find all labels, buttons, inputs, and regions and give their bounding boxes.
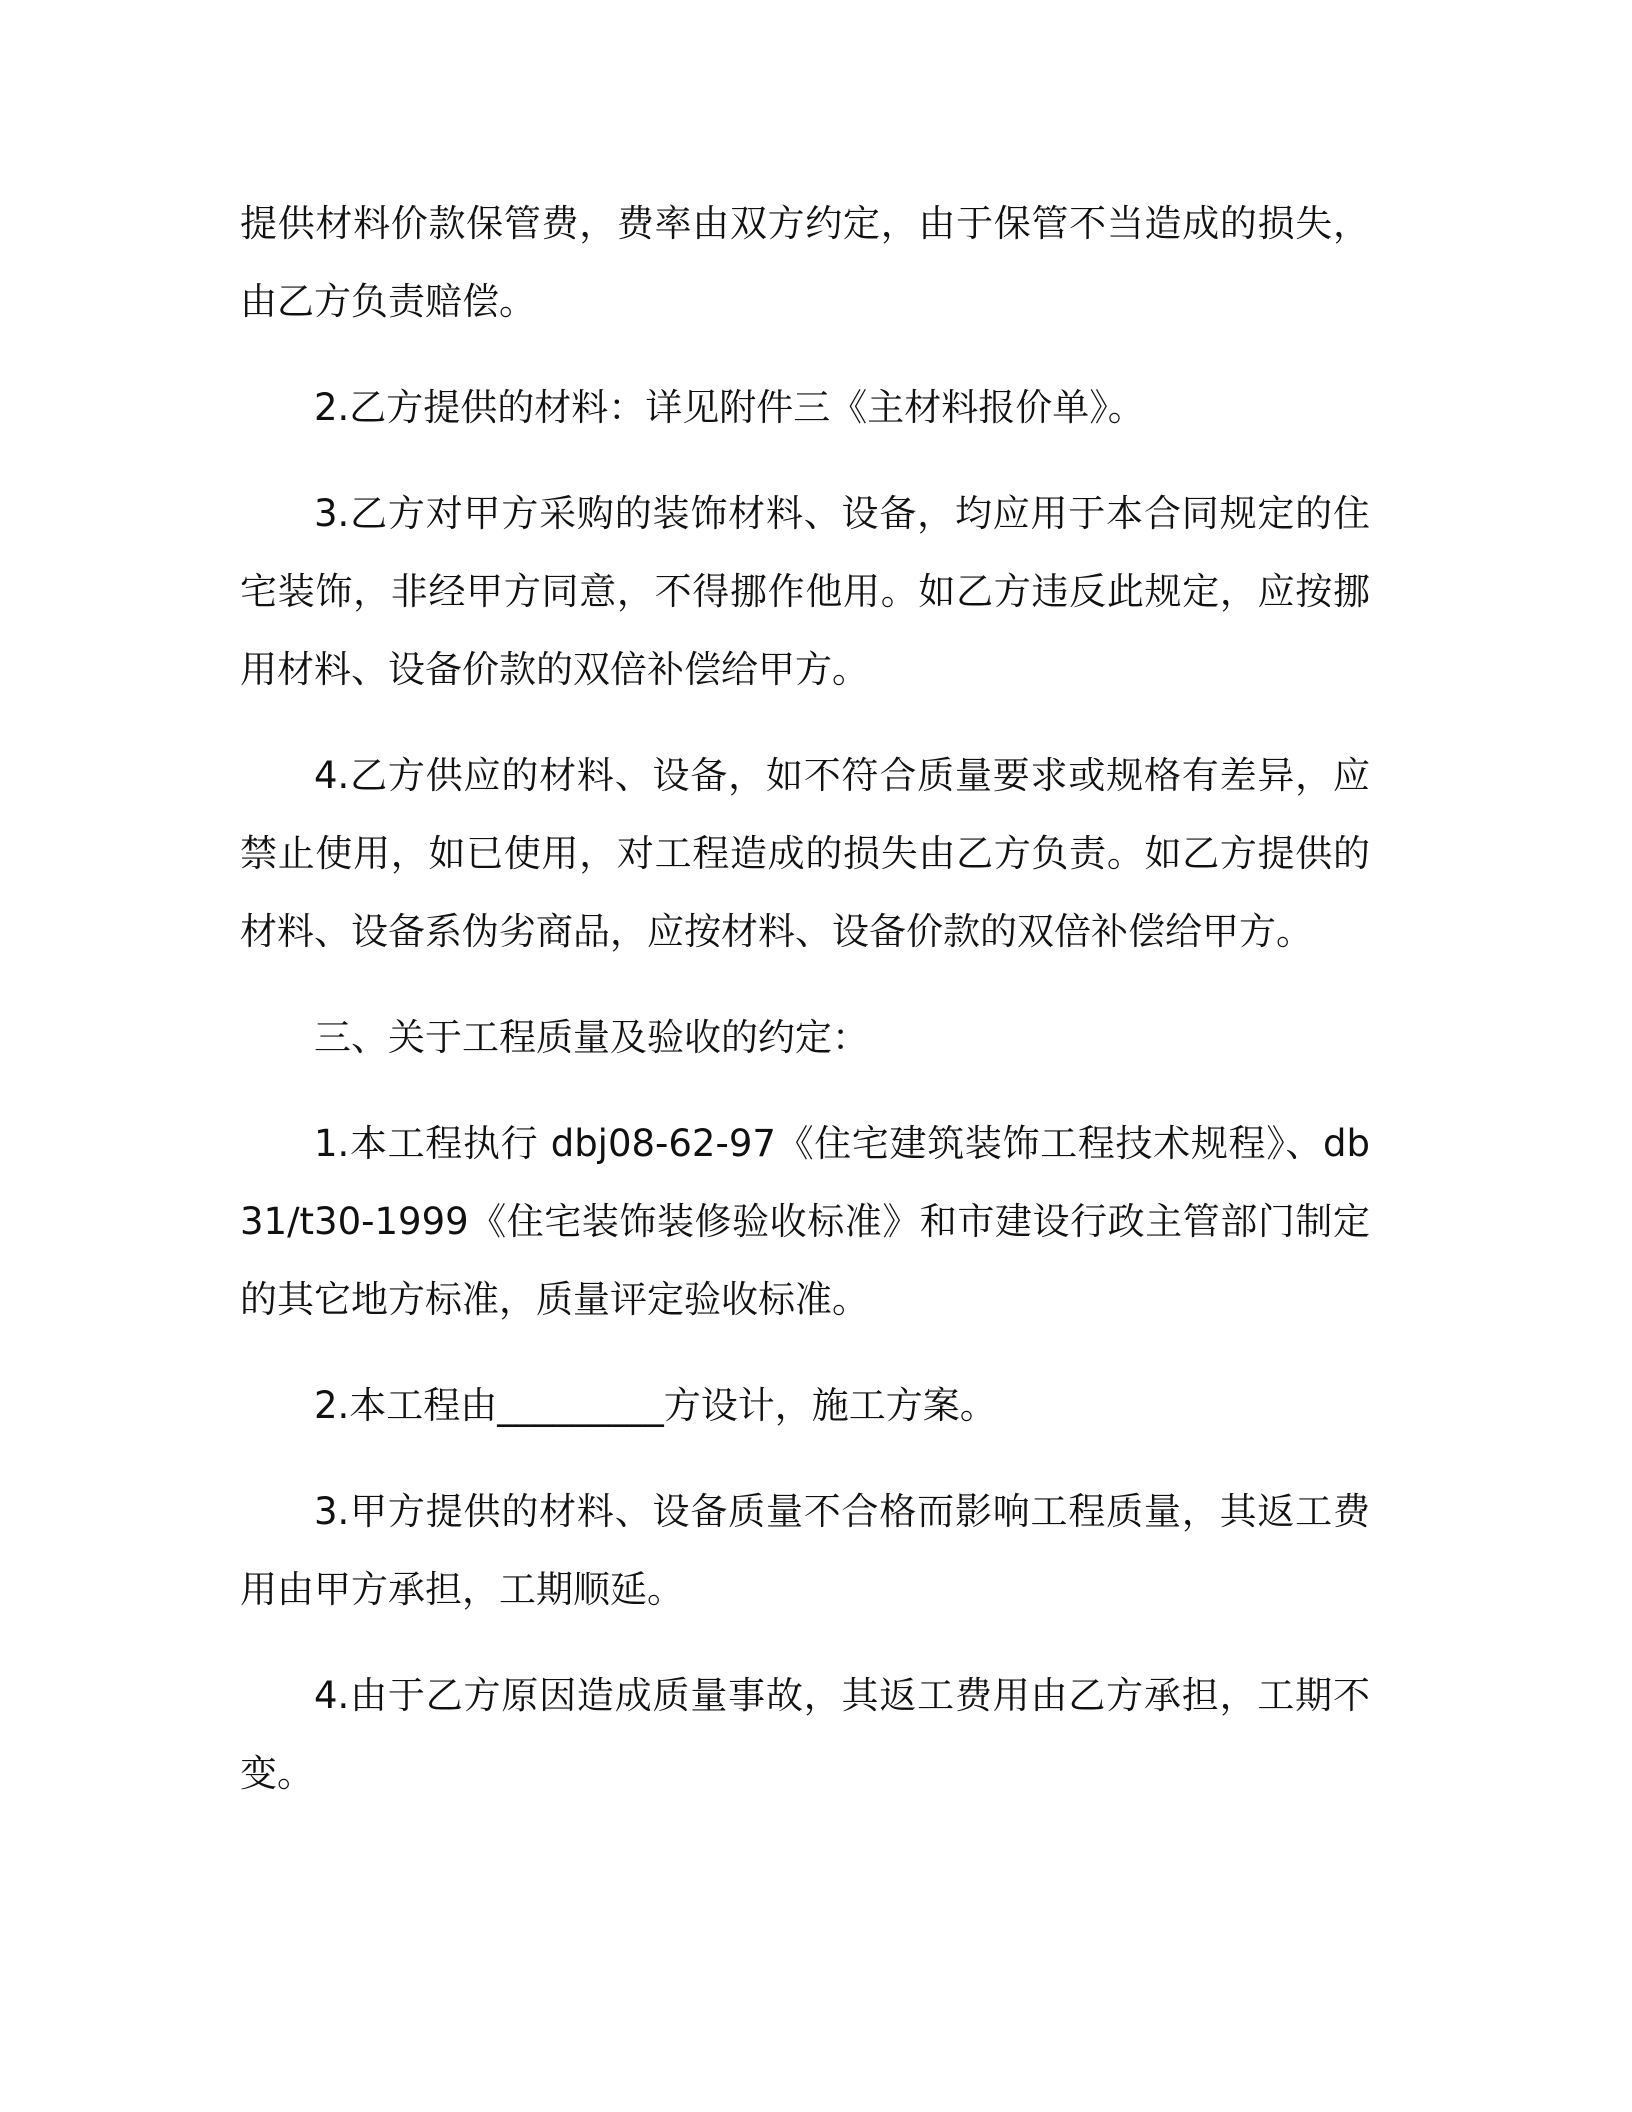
paragraph-1-standards: 1.本工程执行 dbj08-62-97《住宅建筑装饰工程技术规程》、db31/t30-1999《住宅装饰装修验收标准》和市建设行政主管部门制定的其它地方标准，质量评定验收标准。 bbox=[240, 1122, 1370, 1321]
paragraph-3-rework-party-a: 3.甲方提供的材料、设备质量不合格而影响工程质量，其返工费用由甲方承担，工期顺延。 bbox=[240, 1490, 1370, 1611]
paragraph-4-quality-requirement: 4.乙方供应的材料、设备，如不符合质量要求或规格有差异，应禁止使用，如已使用，对工程造成的损失由乙方负责。如乙方提供的材料、设备系伪劣商品，应按材料、设备价款的双倍补偿给甲方。 bbox=[240, 754, 1370, 953]
paragraph-3-material-usage: 3.乙方对甲方采购的装饰材料、设备，均应用于本合同规定的住宅装饰，非经甲方同意，不得挪作他用。如乙方违反此规定，应按挪用材料、设备价款的双倍补偿给甲方。 bbox=[240, 492, 1370, 691]
section-heading-quality-acceptance: 三、关于工程质量及验收的约定： bbox=[314, 1016, 869, 1059]
document-body bbox=[240, 185, 1370, 1841]
paragraph-2-supplied-materials: 2.乙方提供的材料：详见附件三《主材料报价单》。 bbox=[314, 386, 1145, 429]
paragraph-4-rework-party-b: 4.由于乙方原因造成质量事故，其返工费用由乙方承担，工期不变。 bbox=[240, 1674, 1370, 1795]
paragraph-2-design: 2.本工程由_________方设计，施工方案。 bbox=[314, 1384, 997, 1427]
paragraph-storage-fee: 提供材料价款保管费，费率由双方约定，由于保管不当造成的损失，由乙方负责赔偿。 bbox=[240, 202, 1370, 323]
